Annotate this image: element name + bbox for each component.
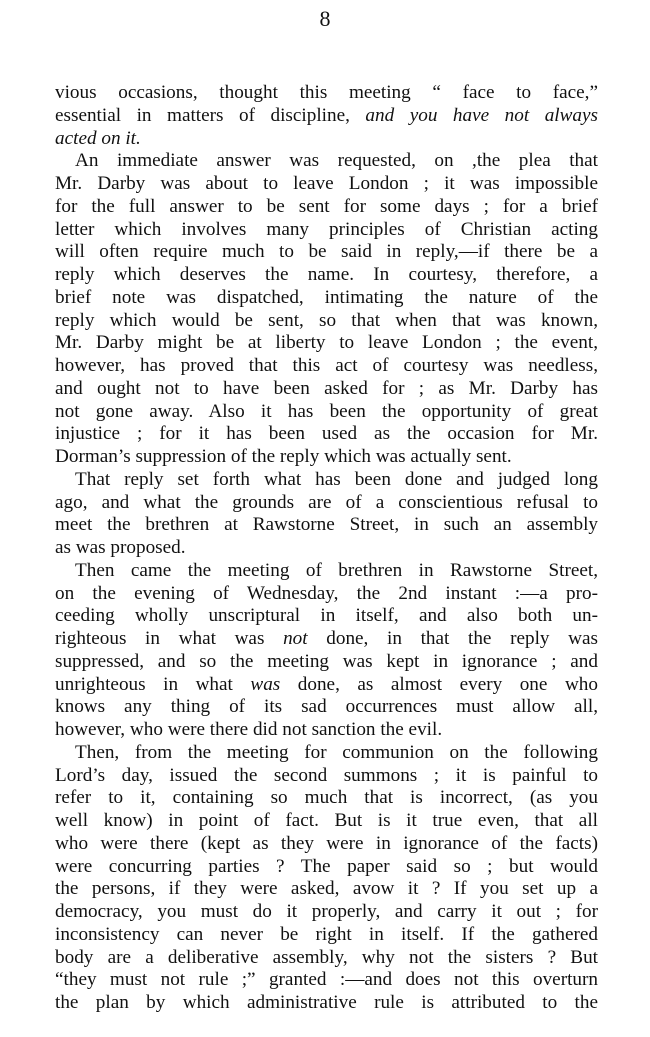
text-span: as was proposed. [55,537,186,558]
text-span: for the full answer to be sent for some days ; for a brief [55,195,598,217]
text-span: reply which deserves the name. In courtesy, therefore, a [55,264,598,285]
text-span: Mr. Darby was about to leave London ; it was impossible [55,173,598,194]
text-line [55,173,598,196]
text-span: not gone away. Also it has been the opportunity of great [55,400,598,422]
text-span: however, who were there did not sanction the evil. [55,719,443,740]
text-line [55,901,598,924]
text-span: unrighteous in what [55,673,251,695]
text-line [55,833,598,856]
text-line [55,810,598,833]
text-line [55,742,598,765]
text-line [55,924,598,947]
text-span: Then, from the meeting for communion on the following [75,741,598,763]
text-line [55,765,598,788]
text-span: were concurring parties ? The paper said so ; but would [55,855,598,877]
text-line [55,719,598,742]
text-span: on the evening of Wednesday, the 2nd instant :—a pro- [55,582,598,604]
text-line [55,446,598,469]
text-span: will often require much to be said in reply,—if there be a [55,241,598,263]
text-line [55,992,598,1015]
text-line [55,150,598,173]
text-span: ago, and what the grounds are of a conscientious refusal to [55,491,598,513]
text-line [55,696,598,719]
text-span: reply which would be sent, so that when that was known, [55,309,598,331]
text-line [55,628,598,651]
body-text [55,82,598,1015]
text-line [55,537,598,560]
italic-text: and you have not always [365,104,598,126]
text-span: and ought not to have been asked for ; as Mr. Darby has [55,377,598,399]
text-line [55,651,598,674]
text-line [55,969,598,992]
text-line [55,401,598,424]
italic-text: was [250,673,281,695]
text-span: done, as almost every one who [280,673,598,695]
text-line [55,219,598,242]
text-line [55,128,598,151]
text-span: “they must not rule ;” granted :—and does not this overturn [55,969,598,991]
text-line [55,196,598,219]
text-line [55,605,598,628]
text-span: An immediate answer was requested, on ,the plea that [75,150,598,172]
text-span: essential in matters of discipline, [55,104,366,126]
text-line [55,310,598,333]
text-line [55,514,598,537]
text-span: done, in that the reply was [307,628,598,649]
text-span: body are a deliberative assembly, why not the sisters ? But [55,946,598,968]
text-span: Dorman’s suppression of the reply which was actually sent. [55,446,512,467]
text-line [55,947,598,970]
text-span: brief note was dispatched, intimating the nature of the [55,286,598,308]
text-span: ceeding wholly unscriptural in itself, and also both un- [55,605,598,627]
text-line [55,469,598,492]
text-span: democracy, you must do it properly, and carry it out ; for [55,901,598,922]
text-line [55,560,598,583]
text-span: Then came the meeting of brethren in Rawstorne Street, [75,559,598,581]
text-span: well know) in point of fact. But is it true even, that all [55,810,598,831]
italic-text: not [283,628,308,649]
text-line [55,787,598,810]
text-span: knows any thing of its sad occurrences must allow all, [55,696,598,718]
text-span: the plan by which administrative rule is attributed to the [55,992,598,1013]
text-line [55,264,598,287]
text-line [55,105,598,128]
text-span: suppressed, and so the meeting was kept in ignorance ; and [55,650,598,672]
italic-text: acted on it. [55,127,141,149]
text-span: That reply set forth what has been done and judged long [75,468,598,490]
text-line [55,878,598,901]
text-line [55,82,598,105]
text-span: who were there (kept as they were in ignorance of the facts) [55,832,598,854]
text-span: refer to it, containing so much that is incorrect, (as you [55,787,598,809]
text-line [55,423,598,446]
text-line [55,355,598,378]
text-line [55,332,598,355]
text-line [55,378,598,401]
text-line [55,241,598,264]
text-span: meet the brethren at Rawstorne Street, in such an assembly [55,514,598,536]
text-line [55,856,598,879]
text-span: Mr. Darby might be at liberty to leave London ; the event, [55,332,598,354]
text-span: Lord’s day, issued the second summons ; it is painful to [55,764,598,786]
text-line [55,287,598,310]
text-span: vious occasions, thought this meeting “ face to face,” [55,82,598,103]
text-span: injustice ; for it has been used as the occasion for Mr. [55,423,598,445]
text-span: inconsistency can never be right in itself. If the gathered [55,923,598,945]
text-span: the persons, if they were asked, avow it ? If you set up a [55,878,598,900]
text-line [55,492,598,515]
text-span: letter which involves many principles of Christian acting [55,218,598,240]
text-span: however, has proved that this act of courtesy was needless, [55,355,598,376]
text-span: righteous in what was [55,628,284,649]
text-line [55,583,598,606]
page-number: 8 [319,6,331,31]
text-line [55,674,598,697]
